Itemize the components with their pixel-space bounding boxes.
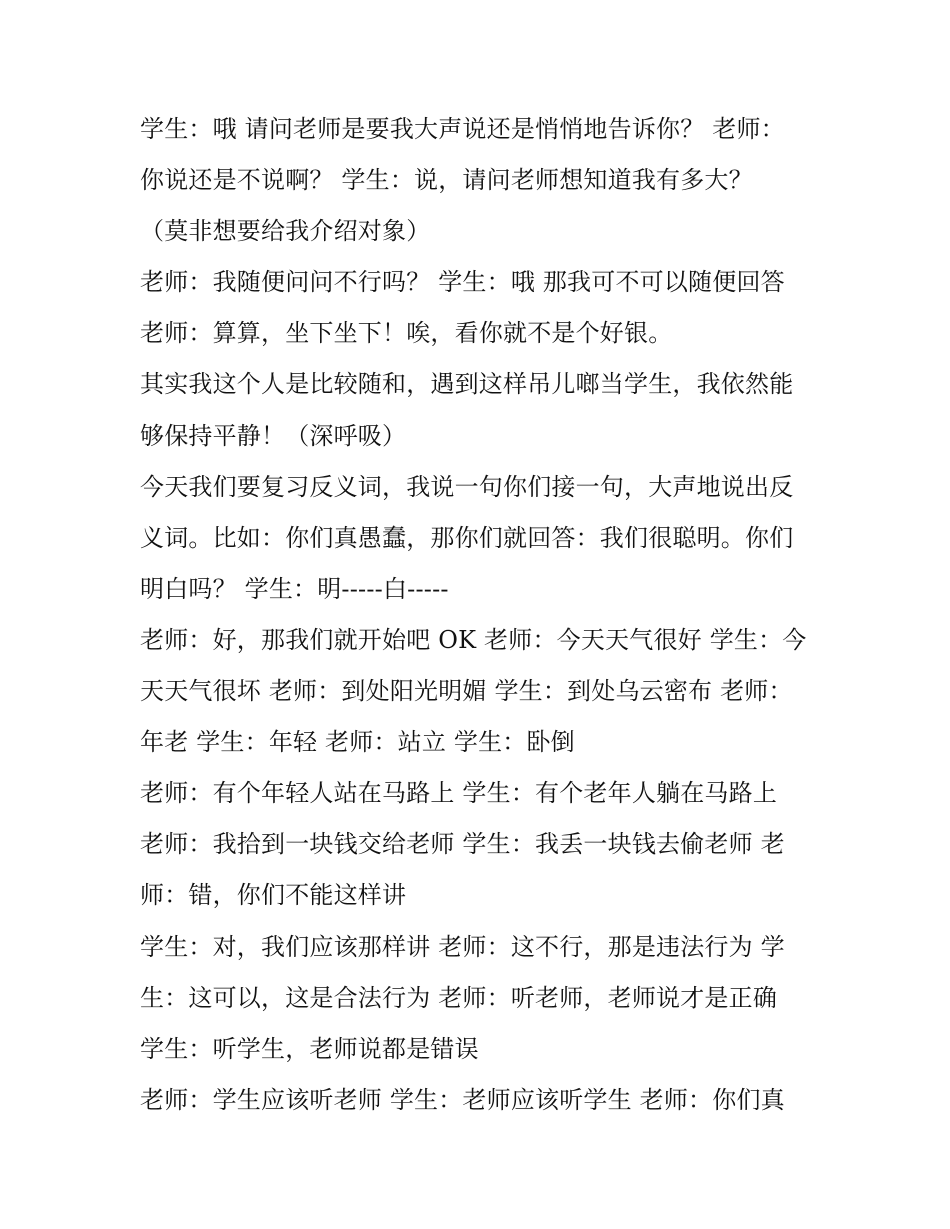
text-line-9: 义词。比如：你们真愚蠢，那你们就回答：我们很聪明。你们 xyxy=(140,523,794,552)
text-line-11: 老师：好，那我们就开始吧 OK 老师：今天天气很好 学生：今 xyxy=(140,625,807,654)
text-line-6: 其实我这个人是比较随和，遇到这样吊儿啷当学生，我依然能 xyxy=(140,370,794,399)
text-line-17: 学生：对，我们应该那样讲 老师：这不行，那是违法行为 学 xyxy=(140,932,785,961)
text-line-10: 明白吗？ 学生：明-----白----- xyxy=(140,574,449,603)
text-line-2: 你说还是不说啊？ 学生：说，请问老师想知道我有多大？ xyxy=(140,166,753,195)
text-line-4: 老师：我随便问问不行吗？ 学生：哦 那我可不可以随便回答 xyxy=(140,268,785,297)
text-line-14: 老师：有个年轻人站在马路上 学生：有个老年人躺在马路上 xyxy=(140,779,778,808)
text-line-3: （莫非想要给我介绍对象） xyxy=(140,217,431,246)
text-line-7: 够保持平静！（深呼吸） xyxy=(140,421,407,450)
text-line-12: 天天气很坏 老师：到处阳光明媚 学生：到处乌云密布 老师： xyxy=(140,677,793,706)
text-line-13: 年老 学生：年轻 老师：站立 学生：卧倒 xyxy=(140,728,575,757)
text-line-1: 学生：哦 请问老师是要我大声说还是悄悄地告诉你？ 老师： xyxy=(140,115,785,143)
text-line-5: 老师：算算，坐下坐下！唉，看你就不是个好银。 xyxy=(140,319,673,348)
text-line-8: 今天我们要复习反义词，我说一句你们接一句，大声地说出反 xyxy=(140,472,794,501)
text-line-18: 生：这可以，这是合法行为 老师：听老师，老师说才是正确 xyxy=(140,983,778,1012)
text-line-19: 学生：听学生，老师说都是错误 xyxy=(140,1034,479,1063)
text-line-15: 老师：我拾到一块钱交给老师 学生：我丢一块钱去偷老师 老 xyxy=(140,830,785,859)
text-line-16: 师：错，你们不能这样讲 xyxy=(140,881,407,910)
document-body xyxy=(140,104,830,1126)
text-line-20: 老师：学生应该听老师 学生：老师应该听学生 老师：你们真 xyxy=(140,1085,785,1114)
